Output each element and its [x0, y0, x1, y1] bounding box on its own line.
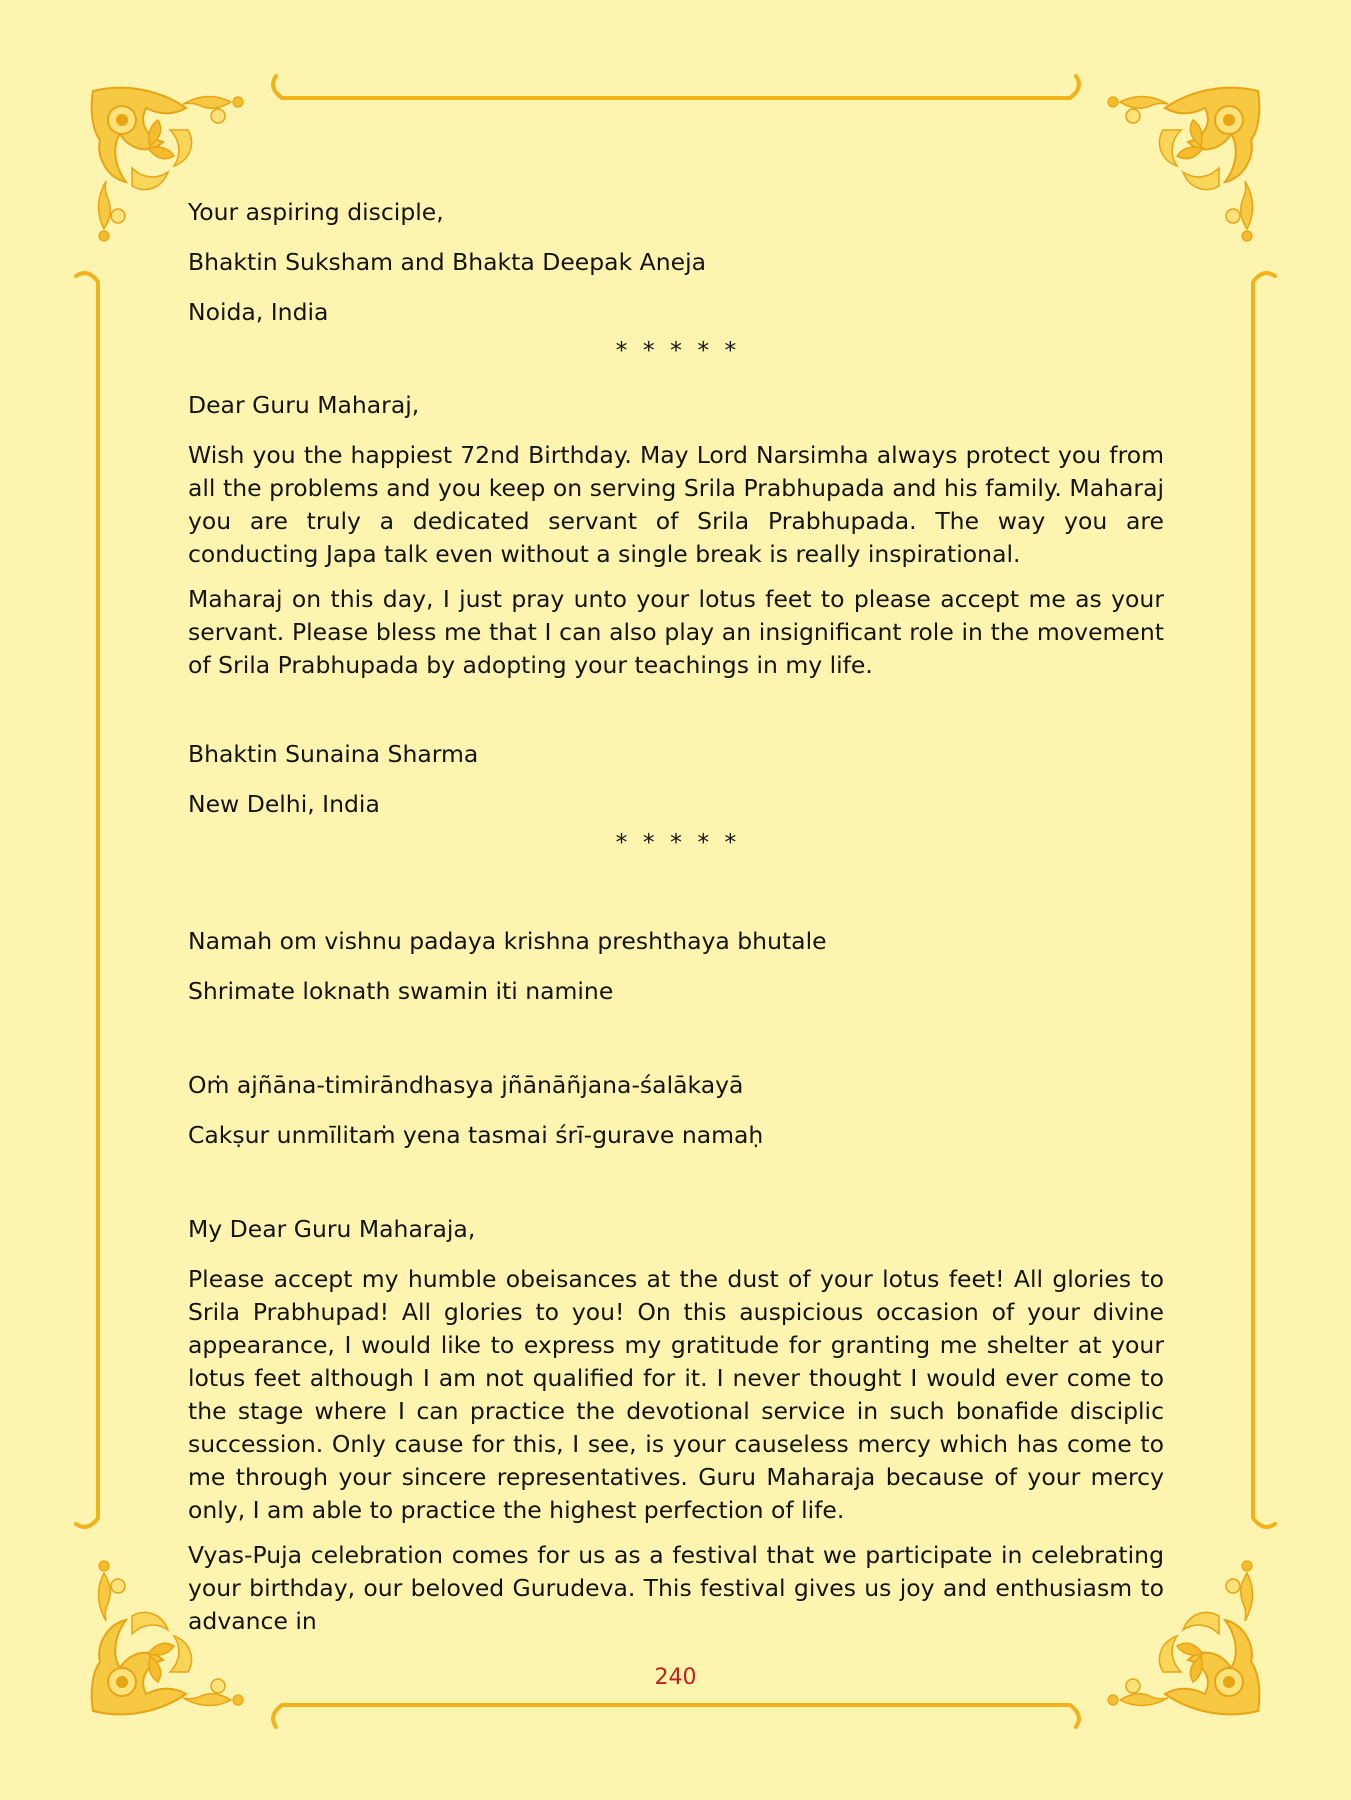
- verse-line-2: Cakṣur unmīlitaṁ yena tasmai śrī-gurave namaḥ: [188, 1121, 764, 1149]
- letter3-salutation: My Dear Guru Maharaja,: [188, 1215, 476, 1243]
- letter3-paragraph: Please accept my humble obeisances at the dust of your lotus feet! All glories to Srila Prabhupad! All glories to you! On this auspicious occasion of your divine appearance, I would like to express my gratitude for granting me shelter at your lotus feet although I am not qualified for it. I never thought I would ever come to the stage where I can practice the devotional service in such bonafide disciplic succession. Only cause for this, I see, is your causeless mercy which has come to me through your sincere representatives. Guru Maharaja because of your mercy only, I am able to practice the highest perfection of life.: [188, 1265, 1164, 1524]
- page-number: 240: [654, 1665, 697, 1690]
- page-content: [188, 196, 1164, 1650]
- letter1-signature: Bhaktin Suksham and Bhakta Deepak Aneja: [188, 248, 707, 276]
- pranam-line-1: Namah om vishnu padaya krishna preshthaya bhutale: [188, 927, 827, 955]
- letter2-signature: Bhaktin Sunaina Sharma: [188, 740, 479, 768]
- verse-line-1: Oṁ ajñāna-timirāndhasya jñānāñjana-śalākayā: [188, 1071, 744, 1099]
- pranam-line-2: Shrimate loknath swamin iti namine: [188, 977, 614, 1005]
- section-separator: * * * * *: [615, 336, 741, 364]
- letter2-paragraph: Maharaj on this day, I just pray unto your lotus feet to please accept me as your servant. Please bless me that I can also play an insignificant role in the movement of Srila Prabhupada by adopting your teachings in my life.: [188, 585, 1164, 679]
- letter2-paragraph: Wish you the happiest 72nd Birthday. May Lord Narsimha always protect you from all the problems and you keep on serving Srila Prabhupada and his family. Maharaj you are truly a dedicated servant of Srila Prabhupada. The way you are conducting Japa talk even without a single break is really inspirational.: [188, 441, 1164, 568]
- letter1-location: Noida, India: [188, 298, 329, 326]
- section-separator: * * * * *: [615, 828, 741, 856]
- letter2-salutation: Dear Guru Maharaj,: [188, 391, 420, 419]
- letter1-closing: Your aspiring disciple,: [188, 198, 444, 226]
- letter2-location: New Delhi, India: [188, 790, 380, 818]
- letter3-paragraph: Vyas-Puja celebration comes for us as a festival that we participate in celebrating your birthday, our beloved Gurudeva. This festival gives us joy and enthusiasm to advance in: [188, 1541, 1164, 1635]
